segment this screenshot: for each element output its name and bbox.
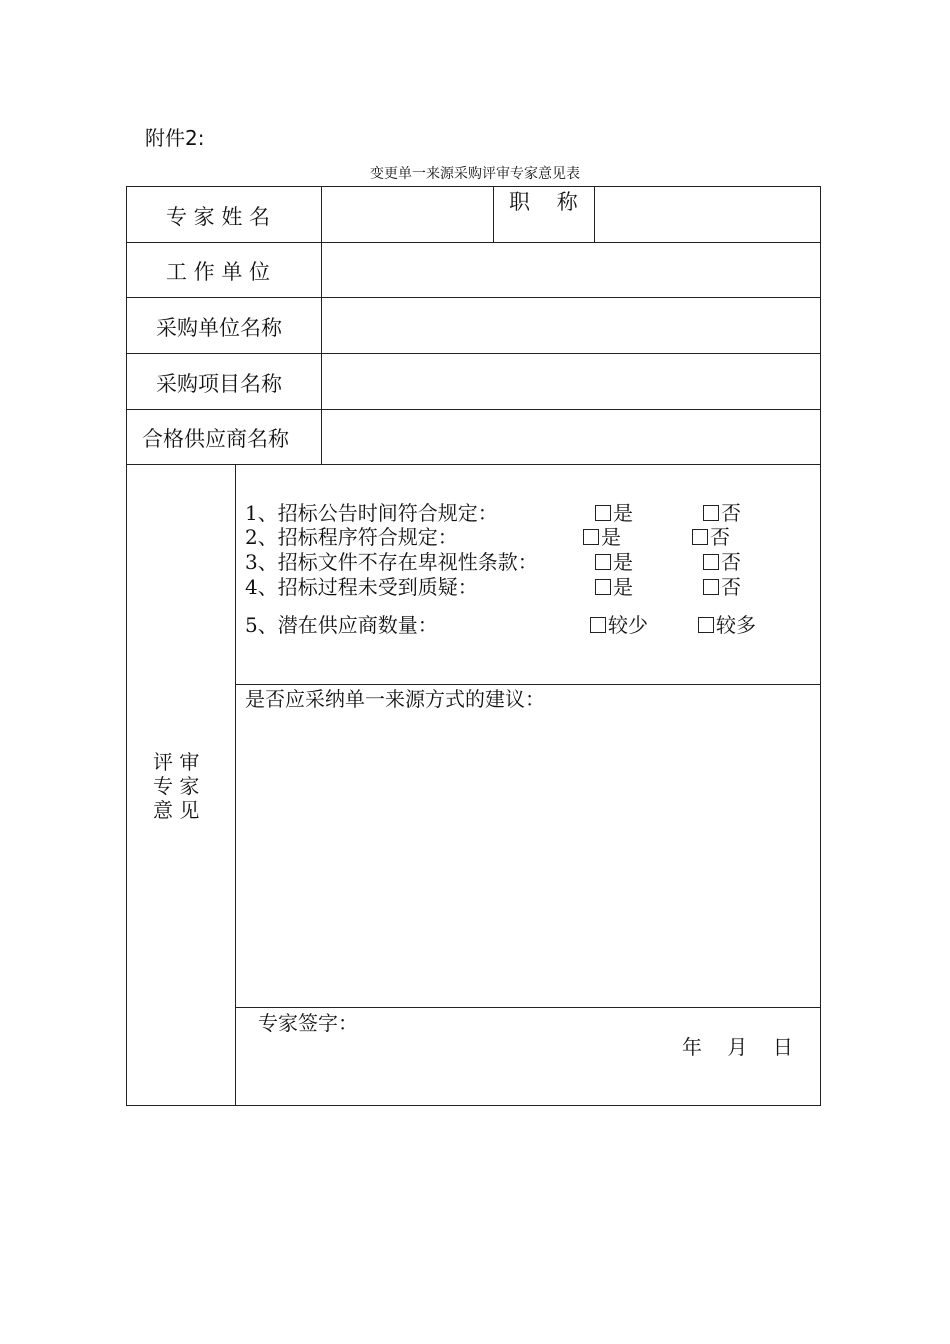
opinion-label-line-2: 专 家 bbox=[153, 774, 200, 798]
checkbox-icon[interactable] bbox=[595, 554, 611, 570]
checkbox-icon[interactable] bbox=[703, 505, 719, 521]
title-field[interactable] bbox=[595, 187, 820, 242]
document-title: 变更单一来源采购评审专家意见表 bbox=[370, 166, 580, 182]
attachment-label: 附件2: bbox=[145, 126, 205, 150]
column-divider bbox=[493, 186, 494, 243]
row-divider bbox=[235, 684, 821, 685]
question-1-option-yes[interactable]: 是 bbox=[595, 501, 633, 525]
checkbox-icon[interactable] bbox=[595, 505, 611, 521]
checkbox-icon[interactable] bbox=[703, 579, 719, 595]
opinion-label-line-3: 意 见 bbox=[153, 798, 200, 822]
question-2-option-yes[interactable]: 是 bbox=[583, 525, 621, 549]
title-label: 职 称 bbox=[509, 190, 578, 214]
question-4-text: 4、招标过程未受到质疑： bbox=[245, 575, 478, 599]
suggestion-label: 是否应采纳单一来源方式的建议： bbox=[245, 687, 545, 711]
expert-name-field[interactable] bbox=[322, 187, 493, 242]
supplier-name-label: 合格供应商名称 bbox=[142, 427, 289, 451]
checkbox-icon[interactable] bbox=[595, 579, 611, 595]
table-border-right bbox=[820, 186, 821, 1106]
question-1-text: 1、招标公告时间符合规定： bbox=[245, 501, 498, 525]
checkbox-icon[interactable] bbox=[692, 529, 708, 545]
date-label: 年 月 日 bbox=[682, 1035, 793, 1059]
question-5-text: 5、潜在供应商数量： bbox=[245, 613, 438, 637]
signature-label: 专家签字： bbox=[258, 1011, 358, 1035]
question-5-option-more[interactable]: 较多 bbox=[698, 613, 756, 637]
table-border-bottom bbox=[126, 1105, 821, 1106]
supplier-name-field[interactable] bbox=[322, 410, 820, 464]
question-4-option-no[interactable]: 否 bbox=[703, 575, 741, 599]
suggestion-field[interactable] bbox=[236, 715, 820, 1005]
question-4-option-yes[interactable]: 是 bbox=[595, 575, 633, 599]
question-3-option-yes[interactable]: 是 bbox=[595, 550, 633, 574]
project-name-field[interactable] bbox=[322, 354, 820, 409]
question-2-text: 2、招标程序符合规定： bbox=[245, 525, 458, 549]
table-border-left bbox=[126, 186, 127, 1106]
work-unit-label: 工 作 单 位 bbox=[166, 260, 271, 284]
work-unit-field[interactable] bbox=[322, 243, 820, 297]
project-name-label: 采购项目名称 bbox=[156, 372, 282, 396]
checkbox-icon[interactable] bbox=[698, 617, 714, 633]
checkbox-icon[interactable] bbox=[590, 617, 606, 633]
question-1-option-no[interactable]: 否 bbox=[703, 501, 741, 525]
question-5-option-fewer[interactable]: 较少 bbox=[590, 613, 648, 637]
row-divider bbox=[126, 464, 821, 465]
signature-field[interactable] bbox=[370, 1010, 670, 1100]
expert-name-label: 专 家 姓 名 bbox=[166, 205, 271, 229]
checkbox-icon[interactable] bbox=[583, 529, 599, 545]
question-2-option-no[interactable]: 否 bbox=[692, 525, 730, 549]
purchaser-name-label: 采购单位名称 bbox=[156, 316, 282, 340]
question-3-option-no[interactable]: 否 bbox=[703, 550, 741, 574]
purchaser-name-field[interactable] bbox=[322, 298, 820, 353]
checkbox-icon[interactable] bbox=[703, 554, 719, 570]
row-divider bbox=[235, 1007, 821, 1008]
opinion-label-line-1: 评 审 bbox=[153, 750, 200, 774]
question-3-text: 3、招标文件不存在卑视性条款： bbox=[245, 550, 538, 574]
